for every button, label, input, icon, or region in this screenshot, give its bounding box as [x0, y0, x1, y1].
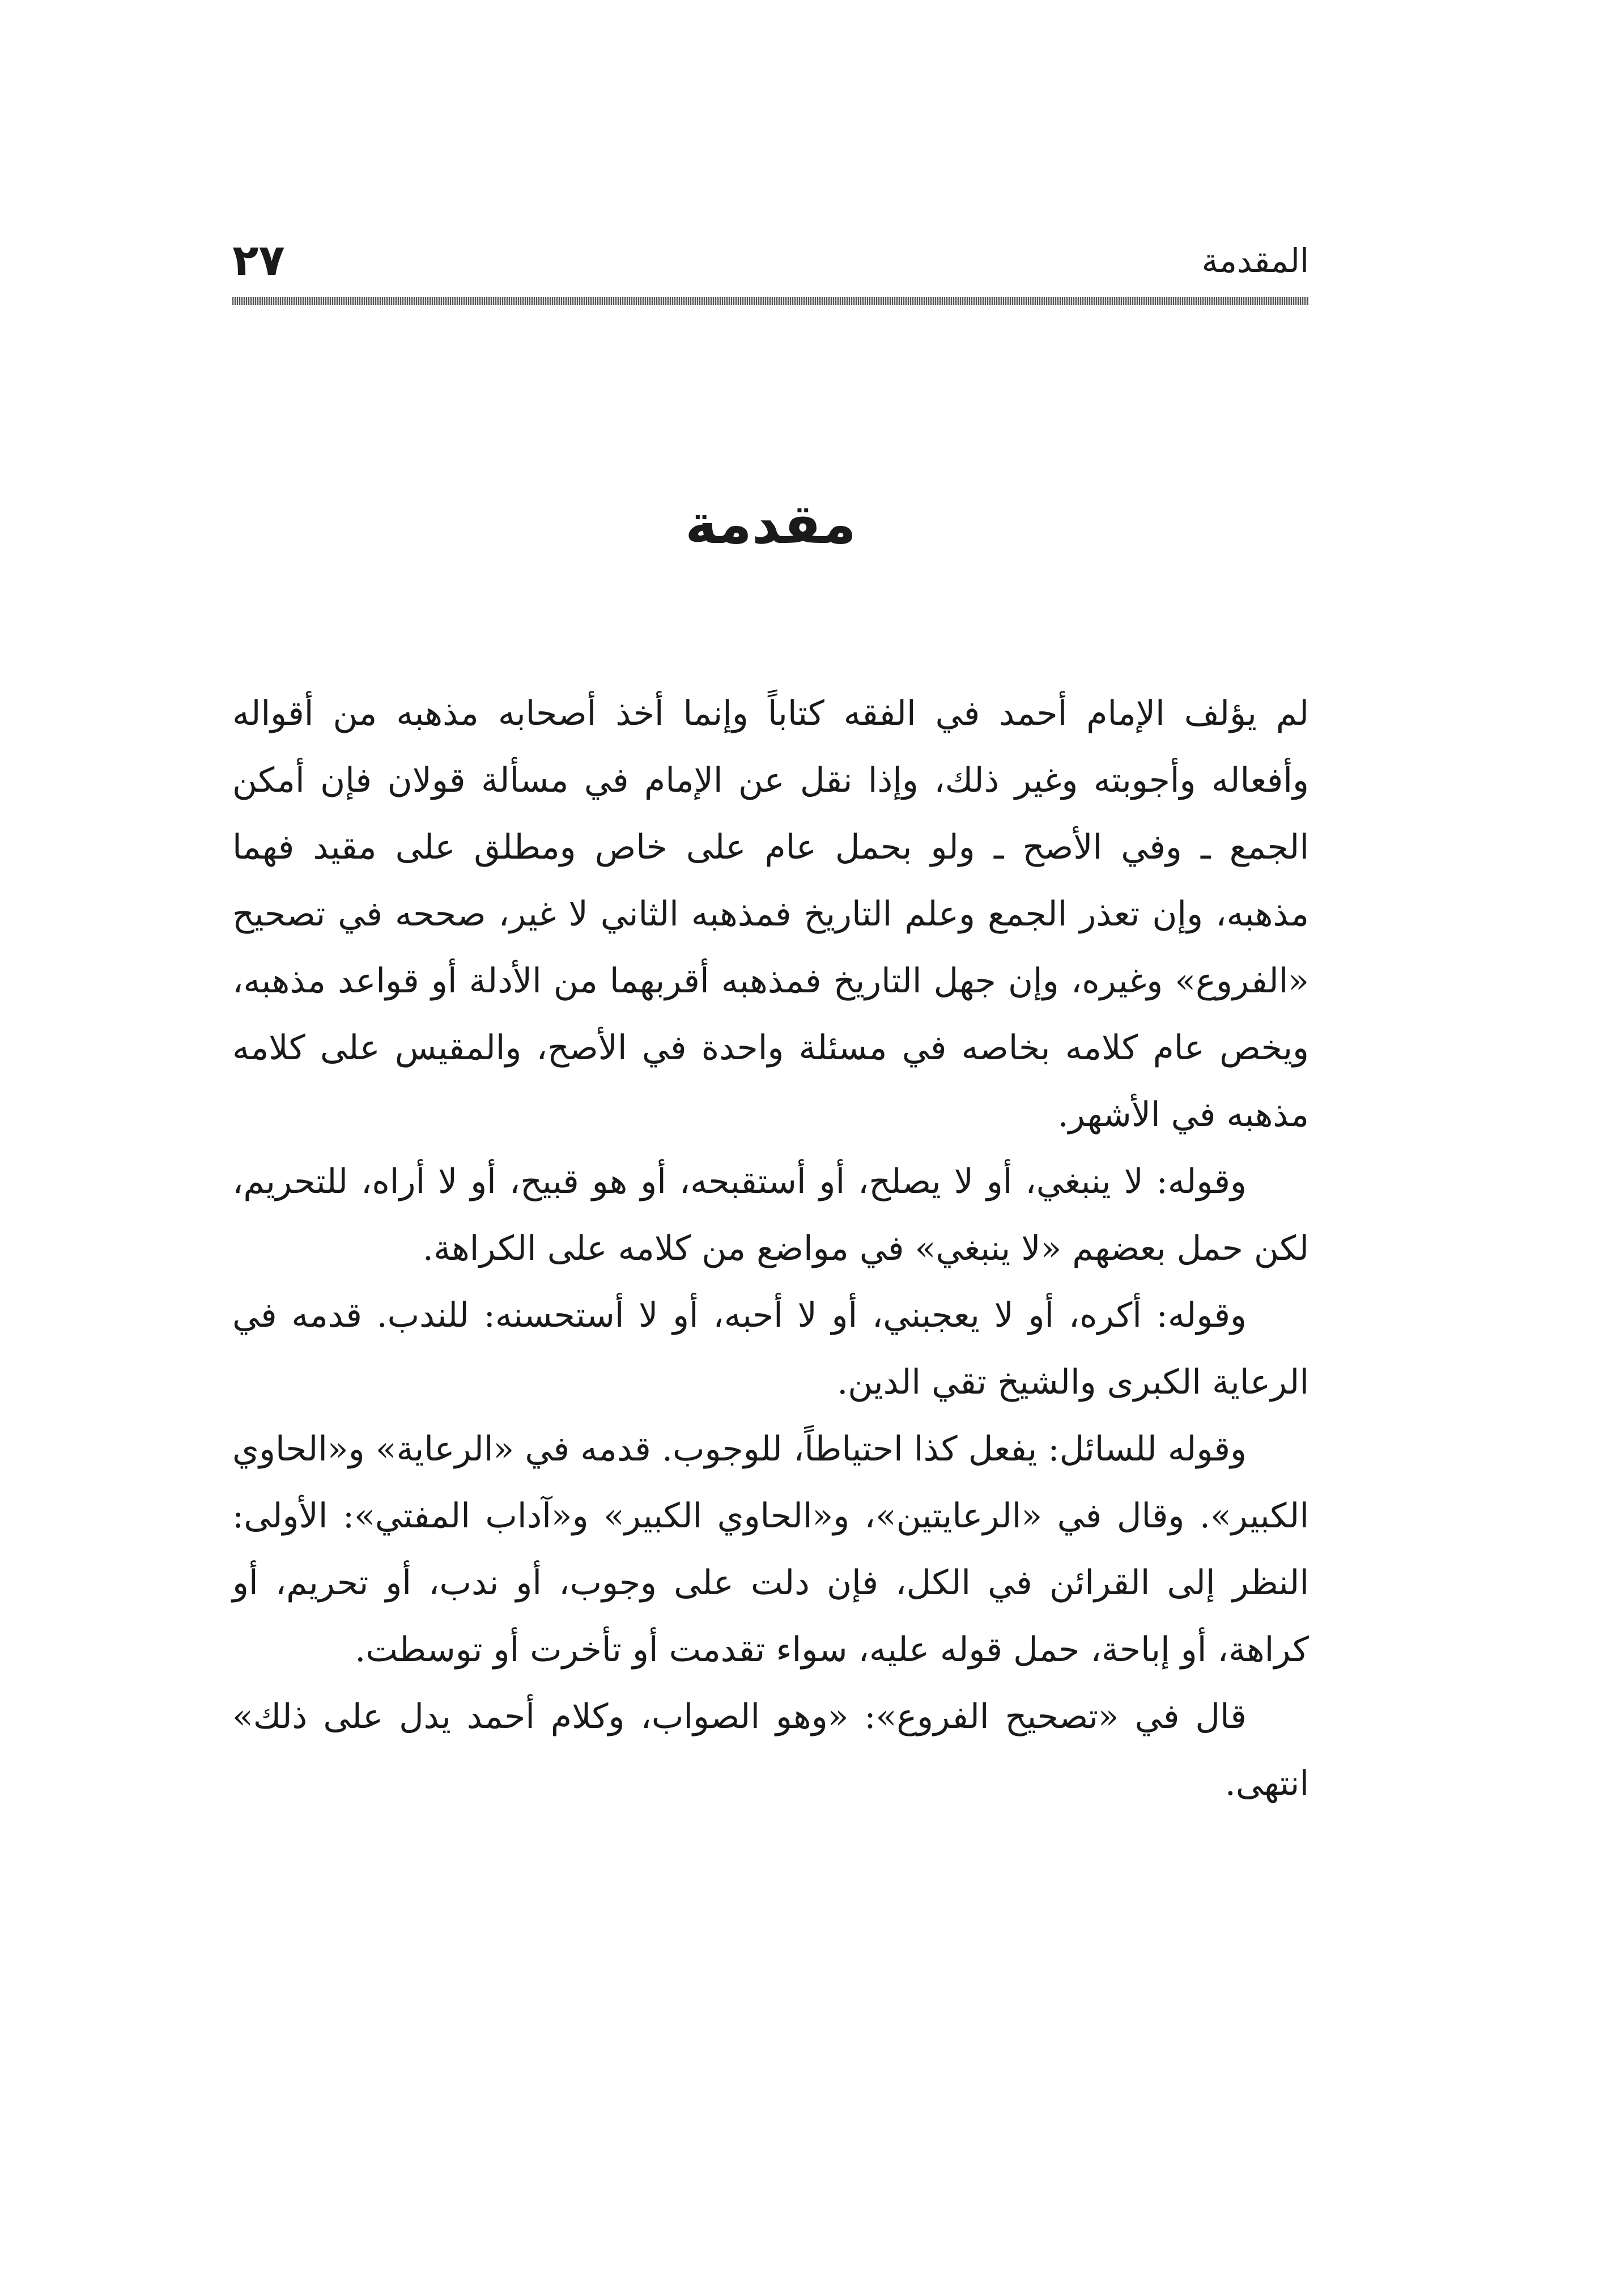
paragraph-1: لم يؤلف الإمام أحمد في الفقه كتاباً وإنما أخذ أصحابه مذهبه من أقواله وأفعاله وأجوبته وغير ذلك، وإذا نقل عن الإمام في مسألة قولان فإن أمكن الجمع ـ وفي الأصح ـ ولو بحمل عام على خاص ومطلق على مقيد فهما مذهبه، وإن تعذر الجمع وعلم التاريخ فمذهبه الثاني لا غير، صححه في تصحيح «الفروع» وغيره، وإن جهل التاريخ فمذهبه أقربهما من الأدلة أو قواعد مذهبه، ويخص عام كلامه بخاصه في مسئلة واحدة في الأصح، والمقيس على كلامه مذهبه في الأشهر. — [232, 694, 1309, 1135]
paragraph-3: وقوله: أكره، أو لا يعجبني، أو لا أحبه، أو لا أستحسنه: للندب. قدمه في الرعاية الكبرى والشيخ تقي الدين. — [232, 1296, 1309, 1402]
page-number: ٢٧ — [232, 235, 285, 285]
header-title: المقدمة — [1201, 241, 1309, 280]
running-header — [232, 235, 1309, 289]
paragraph-4: وقوله للسائل: يفعل كذا احتياطاً، للوجوب. قدمه في «الرعاية» و«الحاوي الكبير». وقال في «الرعايتين»، و«الحاوي الكبير» و«آداب المفتي»: الأولى: النظر إلى القرائن في الكل، فإن دلت على وجوب، أو ندب، أو تحريم، أو كراهة، أو إباحة، حمل قوله عليه، سواء تقدمت أو تأخرت أو توسطت. — [232, 1429, 1309, 1670]
section-title: مقدمة — [685, 492, 856, 556]
body-text — [232, 680, 1309, 1817]
paragraph-2: وقوله: لا ينبغي، أو لا يصلح، أو أستقبحه، أو هو قبيح، أو لا أراه، للتحريم، لكن حمل بعضهم «لا ينبغي» في مواضع من كلامه على الكراهة. — [232, 1162, 1309, 1268]
header-divider — [232, 297, 1309, 305]
paragraph-5: قال في «تصحيح الفروع»: «وهو الصواب، وكلام أحمد يدل على ذلك» انتهى. — [232, 1697, 1309, 1803]
